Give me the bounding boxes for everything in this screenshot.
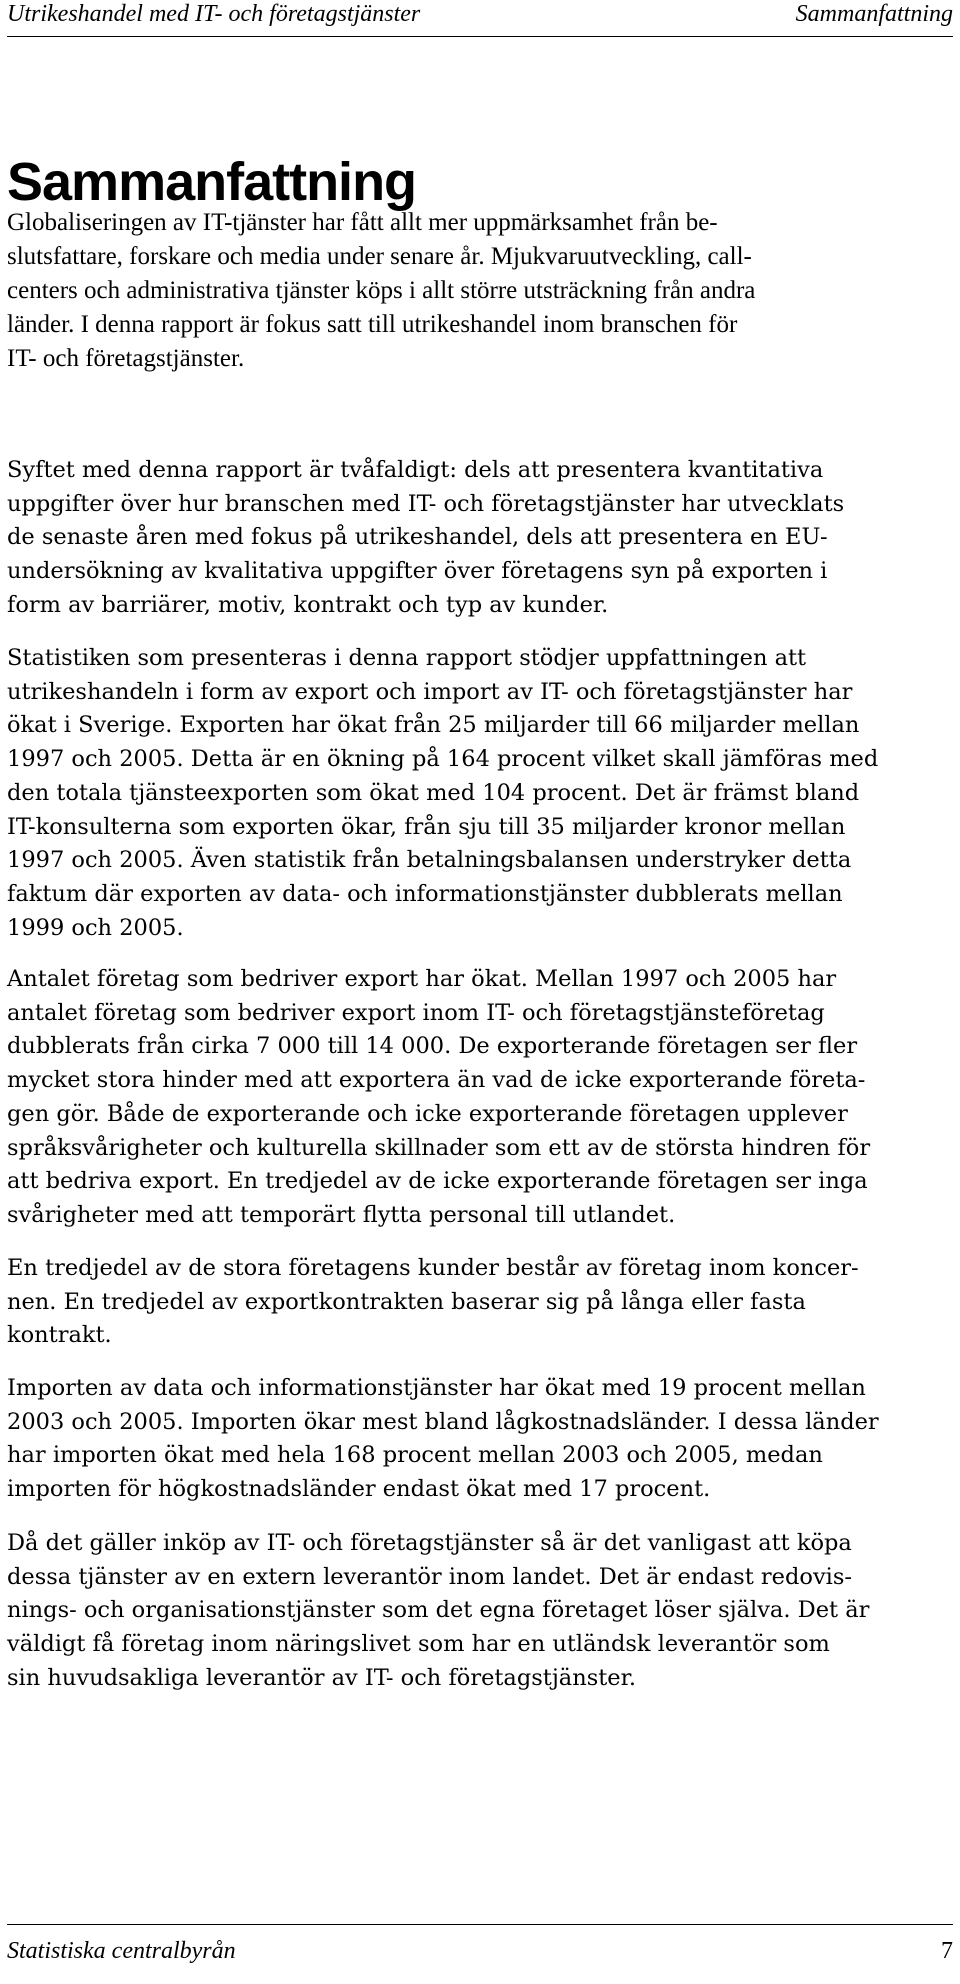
paragraph-line: väldigt få företag inom näringslivet som har en utländsk leverantör som [7, 1631, 830, 1658]
paragraph-2 [7, 454, 953, 623]
paragraph-line: centers och administrativa tjänster köps i allt större utsträckning från andra [7, 277, 756, 304]
paragraph-line: nings- och organisationstjänster som det egna företaget löser själva. Det är [7, 1597, 870, 1624]
paragraph-line: importen för högkostnadsländer endast ökat med 17 procent. [7, 1476, 711, 1503]
paragraph-line: En tredjedel av de stora företagens kunder består av företag inom koncer- [7, 1255, 859, 1281]
paragraph-line: utrikeshandeln i form av export och import av IT- och företagstjänster har [7, 678, 853, 705]
paragraph-line: 2003 och 2005. Importen ökar mest bland lågkostnadsländer. I dessa länder [7, 1408, 879, 1435]
page-number: 7 [941, 1938, 953, 1964]
paragraph-line: Statistiken som presenteras i denna rapport stödjer uppfattningen att [7, 645, 807, 671]
paragraph-line: sin huvudsakliga leverantör av IT- och företagstjänster. [7, 1664, 637, 1691]
footer-publisher: Statistiska centralbyrån [7, 1938, 236, 1964]
paragraph-4 [7, 963, 953, 1233]
paragraph-line: undersökning av kvalitativa uppgifter över företagens syn på exporten i [7, 558, 828, 585]
paragraph-line: 1997 och 2005. Även statistik från betalningsbalansen understryker detta [7, 847, 852, 874]
running-header [7, 0, 953, 37]
paragraph-line: uppgifter över hur branschen med IT- och företagstjänster har utvecklats [7, 490, 845, 517]
paragraph-line: svårigheter med att temporärt flytta personal till utlandet. [7, 1201, 676, 1228]
paragraph-line: Antalet företag som bedriver export har ökat. Mellan 1997 och 2005 har [7, 966, 837, 992]
paragraph-line: form av barriärer, motiv, kontrakt och typ av kunder. [7, 591, 609, 618]
paragraph-line: antalet företag som bedriver export inom IT- och företagstjänsteföretag [7, 999, 825, 1026]
page-footer [7, 1928, 953, 1964]
paragraph-line: Globaliseringen av IT-tjänster har fått allt mer uppmärksamhet från be- [7, 209, 718, 236]
paragraph-line: har importen ökat med hela 168 procent mellan 2003 och 2005, medan [7, 1442, 823, 1469]
paragraph-1 [7, 206, 953, 376]
paragraph-line: 1997 och 2005. Detta är en ökning på 164 procent vilket skall jämföras med [7, 746, 879, 773]
paragraph-line: dubblerats från cirka 7 000 till 14 000. De exporterande företagen ser fler [7, 1033, 858, 1060]
paragraph-line: faktum där exporten av data- och informationstjänster dubblerats mellan [7, 880, 843, 907]
paragraph-line: Då det gäller inköp av IT- och företagstjänster så är det vanligast att köpa [7, 1530, 852, 1556]
paragraph-line: kontrakt. [7, 1322, 112, 1349]
paragraph-line: IT- och företagstjänster. [7, 345, 245, 372]
paragraph-line: språksvårigheter och kulturella skillnader som ett av de största hindren för [7, 1134, 871, 1161]
paragraph-line: 1999 och 2005. [7, 914, 184, 941]
header-section-title: Sammanfattning [795, 1, 953, 27]
paragraph-line: nen. En tredjedel av exportkontrakten baserar sig på långa eller fasta [7, 1288, 806, 1315]
header-publication-title: Utrikeshandel med IT- och företagstjänster [7, 1, 421, 27]
page-title: Sammanfattning [7, 152, 417, 212]
paragraph-line: att bedriva export. En tredjedel av de icke exporterande företagen ser inga [7, 1168, 868, 1195]
paragraph-line: ökat i Sverige. Exporten har ökat från 25 miljarder till 66 miljarder mellan [7, 712, 860, 739]
paragraph-line: gen gör. Både de exporterande och icke exporterande företagen upplever [7, 1100, 848, 1127]
paragraph-3 [7, 642, 953, 945]
paragraph-7 [7, 1527, 953, 1696]
paragraph-5 [7, 1252, 953, 1353]
paragraph-line: dessa tjänster av en extern leverantör inom landet. Det är endast redovis- [7, 1563, 853, 1590]
paragraph-line: de senaste åren med fokus på utrikeshandel, dels att presentera en EU- [7, 524, 828, 551]
paragraph-line: Importen av data och informationstjänster har ökat med 19 procent mellan [7, 1375, 866, 1401]
paragraph-line: IT-konsulterna som exporten ökar, från sju till 35 miljarder kronor mellan [7, 813, 846, 840]
paragraph-line: slutsfattare, forskare och media under senare år. Mjukvaruutveckling, call- [7, 243, 752, 270]
paragraph-line: länder. I denna rapport är fokus satt till utrikeshandel inom branschen för [7, 311, 738, 338]
paragraph-line: mycket stora hinder med att exportera än vad de icke exporterande företa- [7, 1067, 866, 1094]
paragraph-6 [7, 1372, 953, 1507]
paragraph-line: Syftet med denna rapport är tvåfaldigt: dels att presentera kvantitativa [7, 457, 824, 483]
footer-divider [7, 1924, 953, 1925]
paragraph-line: den totala tjänsteexporten som ökat med 104 procent. Det är främst bland [7, 779, 860, 806]
